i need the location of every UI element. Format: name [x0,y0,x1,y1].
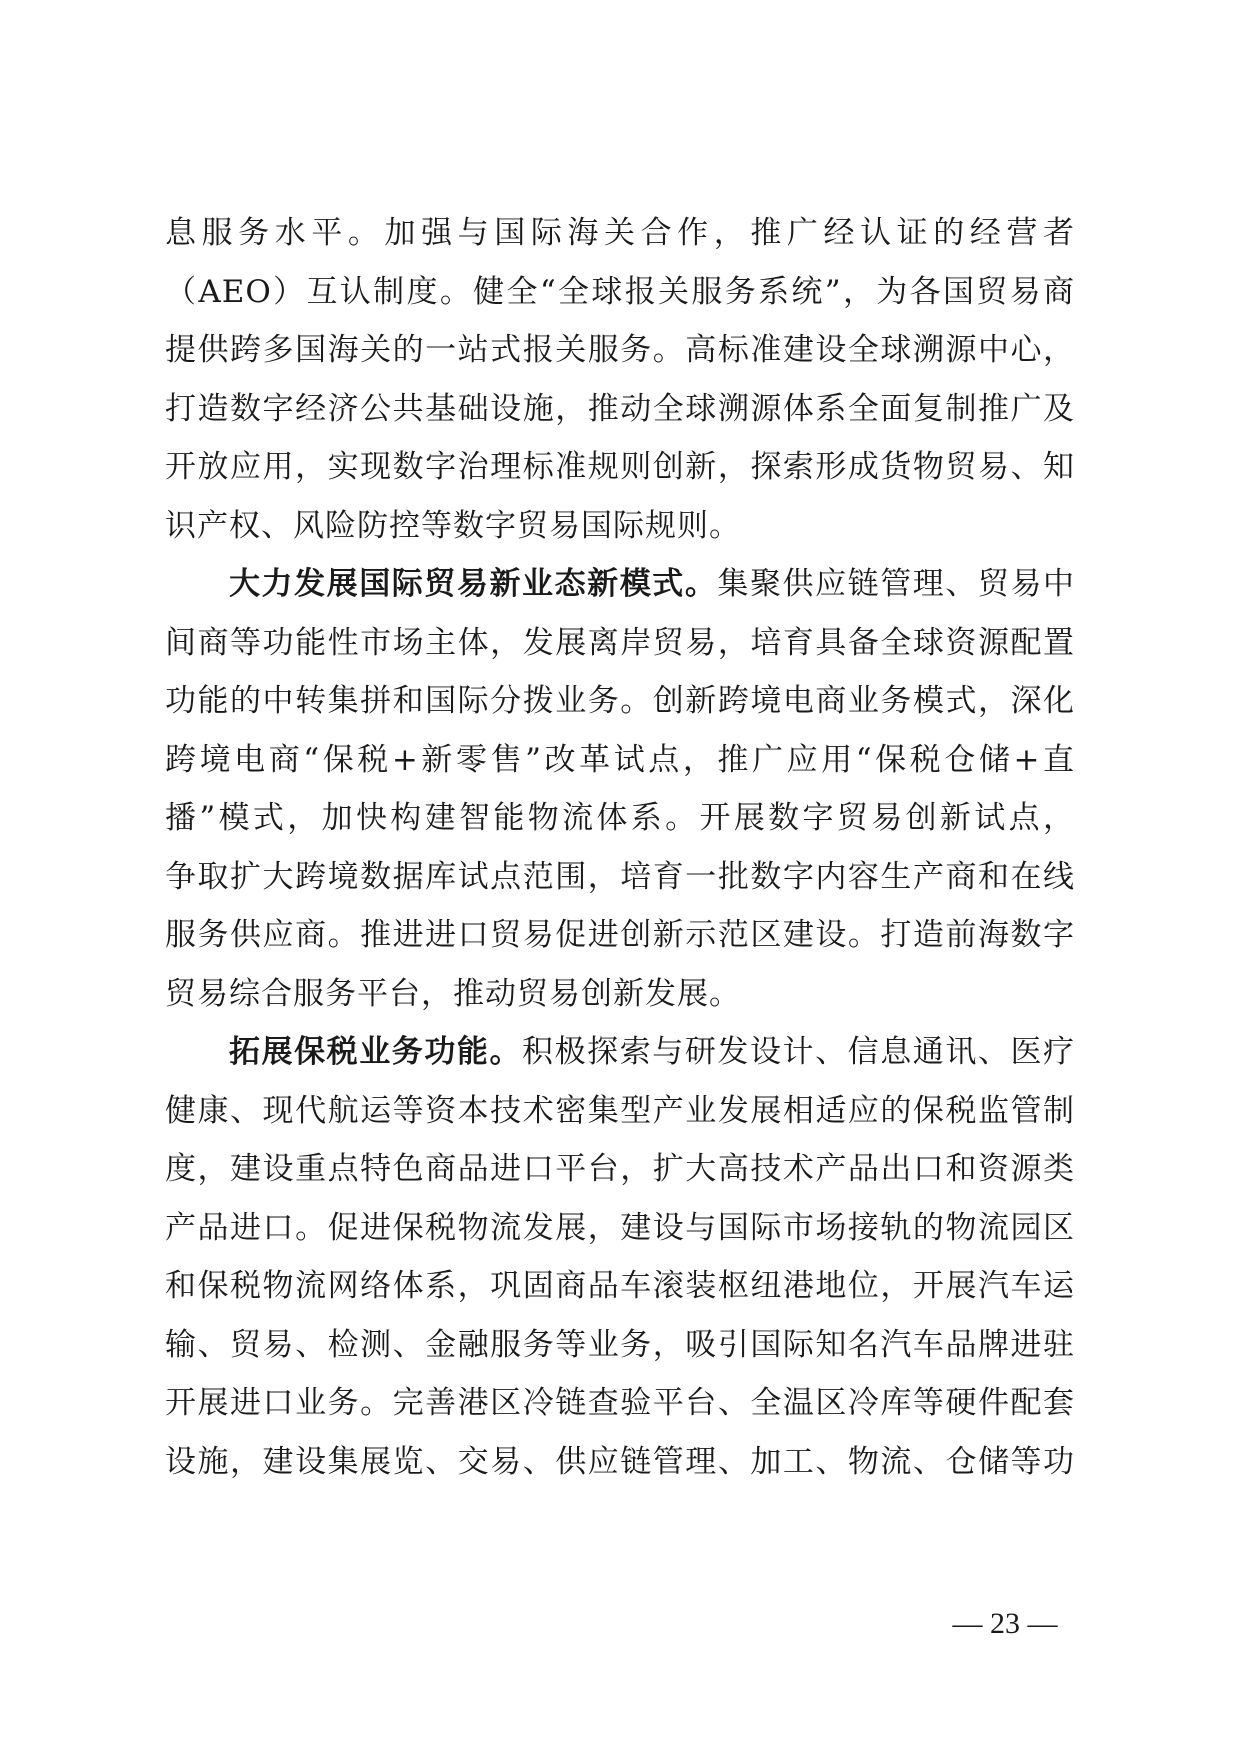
text-line: 贸易综合服务平台，推动贸易创新发展。 [165,975,741,1012]
text-line: 跨境电商“保税+新零售”改革试点，推广应用“保税仓储+直 [165,741,1075,778]
text-line: 健康、现代航运等资本技术密集型产业发展相适应的保税监管制 [165,1092,1075,1129]
text-line: 和保税物流网络体系，巩固商品车滚装枢纽港地位，开展汽车运 [165,1268,1075,1304]
text-line: 输、贸易、检测、金融服务等业务，吸引国际知名汽车品牌进驻 [165,1326,1075,1363]
paragraph-3 [165,1023,1075,1491]
text-line: 播”模式，加快构建智能物流体系。开展数字贸易创新试点， [165,800,1075,836]
paragraph-heading: 大力发展国际贸易新业态新模式。 [229,566,718,602]
text-line: 功能的中转集拼和国际分拨业务。创新跨境电商业务模式，深化 [165,683,1075,719]
text-line: 识产权、风险防控等数字贸易国际规则。 [165,507,741,544]
paragraph-2 [165,555,1075,1023]
text-line [165,555,1075,614]
text-line: 打造数字经济公共基础设施，推动全球溯源体系全面复制推广及 [165,390,1075,427]
paragraph-1 [165,204,1075,555]
text-line: 设施，建设集展览、交易、供应链管理、加工、物流、仓储等功 [165,1443,1075,1480]
paragraph-heading: 拓展保税业务功能。 [229,1034,523,1070]
page-number: — 23 — [952,1607,1058,1640]
text-line: 开展进口业务。完善港区冷链查验平台、全温区冷库等硬件配套 [165,1385,1075,1421]
text-line: （AEO）互认制度。健全“全球报关服务系统”，为各国贸易商 [165,273,1075,310]
text-run: 积极探索与研发设计、信息通讯、医疗 [522,1034,1076,1070]
document-body [165,204,1075,1491]
text-line: 争取扩大跨境数据库试点范围，培育一批数字内容生产商和在线 [165,858,1075,895]
text-line: 产品进口。促进保税物流发展，建设与国际市场接轨的物流园区 [165,1209,1075,1246]
text-line: 间商等功能性市场主体，发展离岸贸易，培育具备全球资源配置 [165,624,1075,661]
text-line [165,1023,1075,1082]
text-line: 息服务水平。加强与国际海关合作，推广经认证的经营者 [165,215,1075,251]
text-line: 提供跨多国海关的一站式报关服务。高标准建设全球溯源中心， [165,332,1075,368]
text-run: 集聚供应链管理、贸易中 [717,566,1076,602]
text-line: 度，建设重点特色商品进口平台，扩大高技术产品出口和资源类 [165,1151,1075,1187]
text-line: 服务供应商。推进进口贸易促进创新示范区建设。打造前海数字 [165,917,1075,953]
text-line: 开放应用，实现数字治理标准规则创新，探索形成货物贸易、知 [165,449,1075,485]
